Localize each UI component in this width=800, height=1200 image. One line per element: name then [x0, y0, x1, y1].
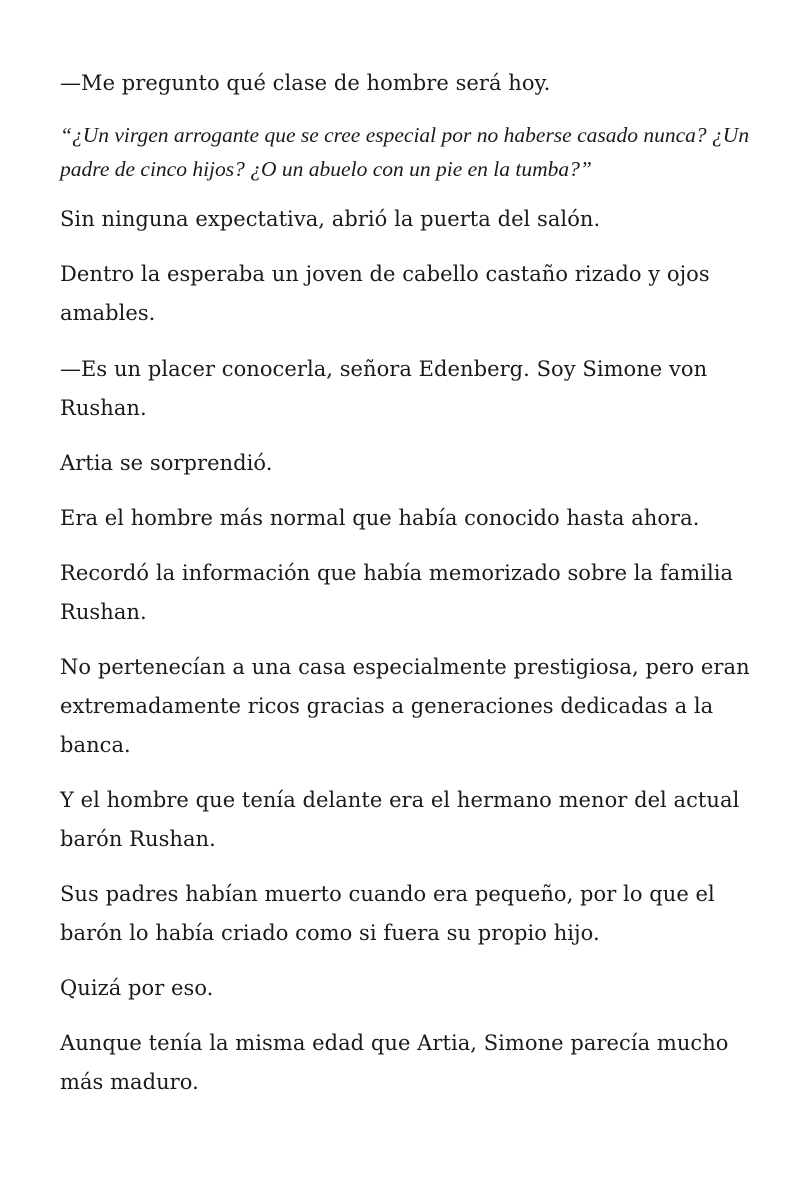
dialogue-paragraph: —Me pregunto qué clase de hombre será hoy.	[60, 71, 551, 95]
narration-paragraph: Quizá por eso.	[60, 976, 214, 1000]
narration-paragraph: No pertenecían a una casa especialmente prestigiosa, pero eran extremadamente ricos gracias a generaciones dedicadas a la banca.	[60, 655, 750, 757]
narration-paragraph: Era el hombre más normal que había conocido hasta ahora.	[60, 506, 700, 530]
dialogue-paragraph: —Es un placer conocerla, señora Edenberg. Soy Simone von Rushan.	[60, 357, 708, 420]
narration-paragraph: Sin ninguna expectativa, abrió la puerta del salón.	[60, 207, 601, 231]
narration-paragraph: Artia se sorprendió.	[60, 451, 273, 475]
narration-paragraph: Dentro la esperaba un joven de cabello castaño rizado y ojos amables.	[60, 262, 710, 325]
narration-paragraph: Sus padres habían muerto cuando era pequeño, por lo que el barón lo había criado como si fuera su propio hijo.	[60, 882, 715, 945]
narration-paragraph: Y el hombre que tenía delante era el hermano menor del actual barón Rushan.	[60, 788, 740, 851]
narration-paragraph: Recordó la información que había memorizado sobre la familia Rushan.	[60, 561, 734, 624]
inner-thought-paragraph: “¿Un virgen arrogante que se cree especial por no haberse casado nunca? ¿Un padre de cinco hijos? ¿O un abuelo con un pie en la tumba?”	[60, 123, 750, 181]
narration-paragraph: Aunque tenía la misma edad que Artia, Simone parecía mucho más maduro.	[60, 1031, 729, 1094]
